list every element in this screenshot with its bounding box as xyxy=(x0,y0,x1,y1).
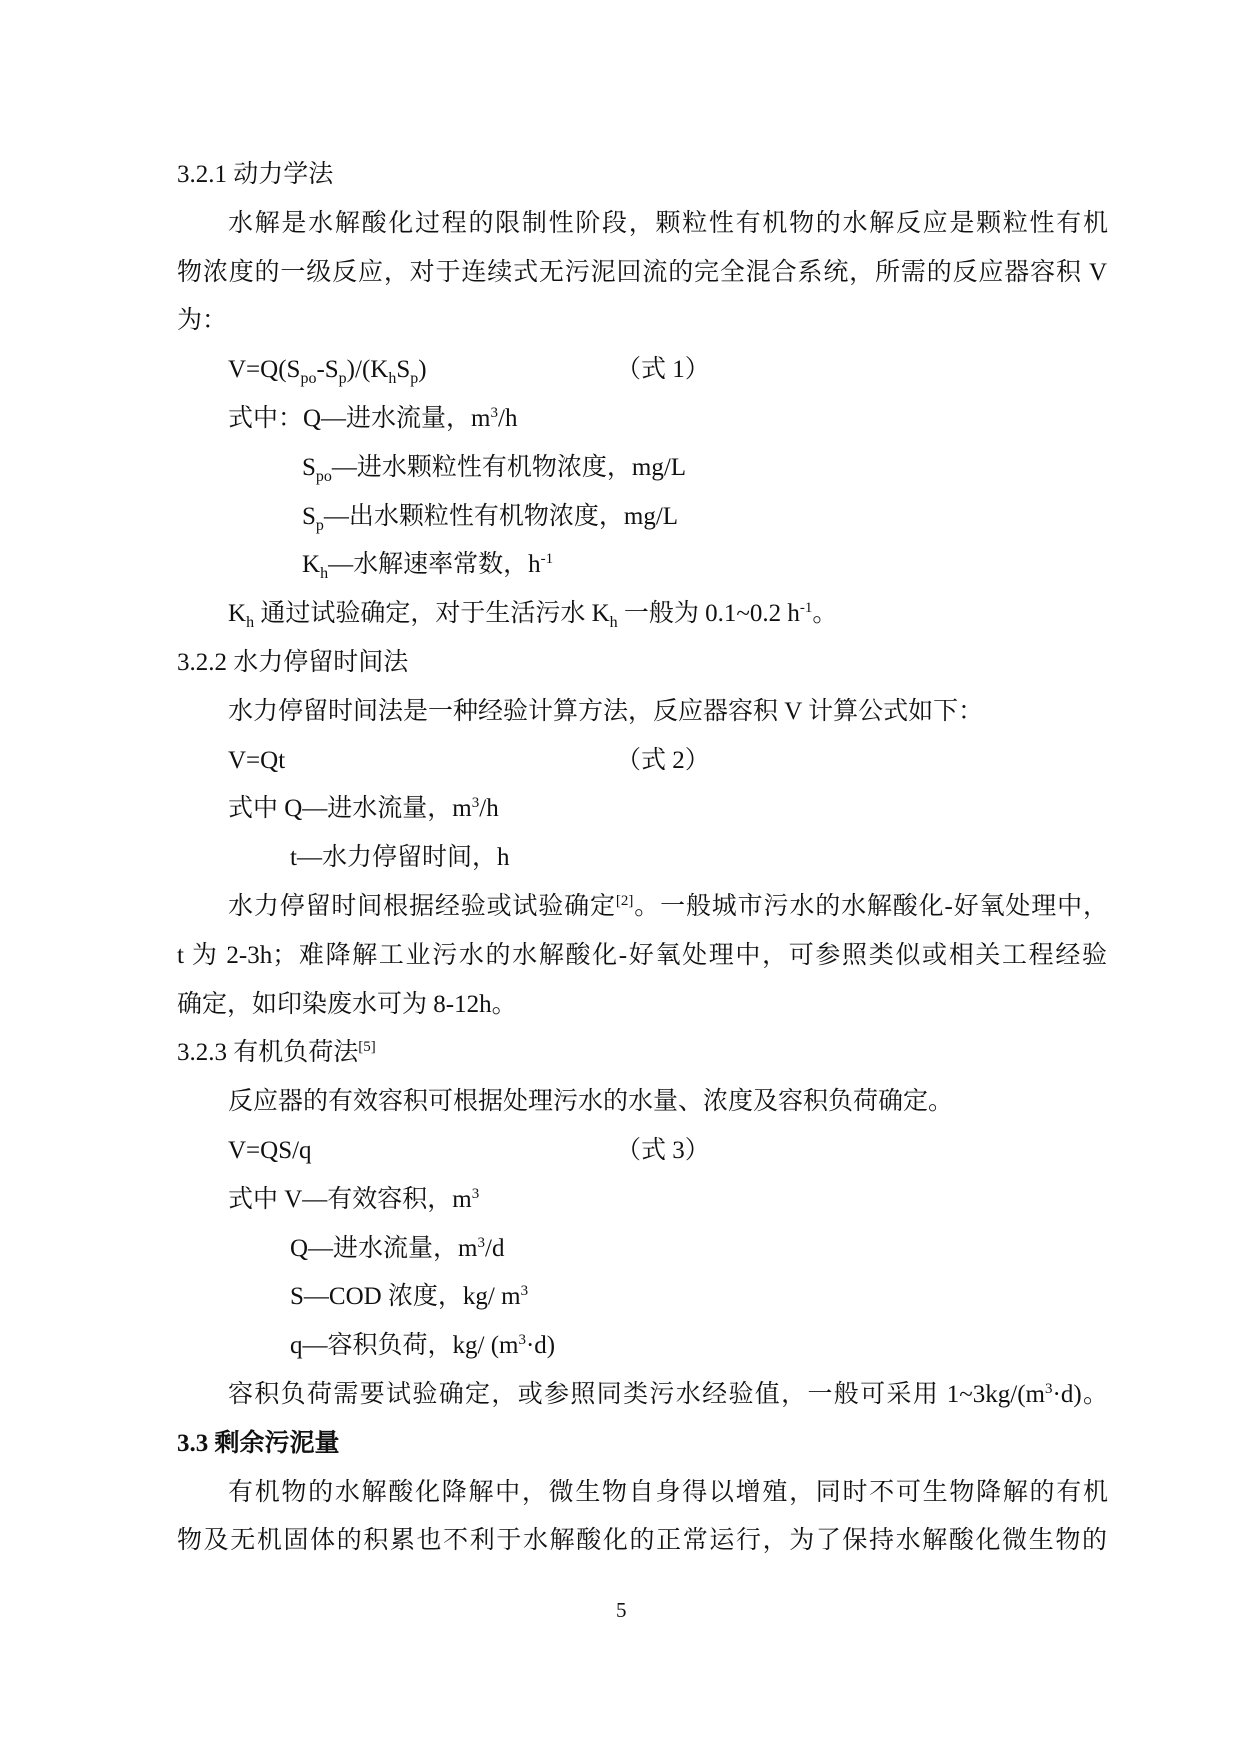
subscript: p xyxy=(338,370,347,388)
text-run: V=Q(S xyxy=(228,356,301,384)
text-run: 通过试验确定，对于生活污水 K xyxy=(254,600,610,628)
text-run: S xyxy=(396,356,411,384)
section-heading xyxy=(177,160,333,190)
text-run: —水解速率常数，h xyxy=(328,551,541,579)
text-run: -S xyxy=(316,356,339,384)
superscript: 3 xyxy=(490,405,499,421)
superscript: 3 xyxy=(471,795,480,812)
paragraph-line xyxy=(228,1380,1108,1410)
formula-number: （式 1） xyxy=(616,356,710,384)
subscript: h xyxy=(388,370,397,388)
text-run: S xyxy=(302,502,316,530)
variable-definition xyxy=(290,1282,528,1312)
subscript: h xyxy=(320,565,329,583)
subscript: p xyxy=(410,370,419,388)
text-run: V=Qt xyxy=(228,746,286,774)
subscript: h xyxy=(609,614,618,632)
text-run: 3.2.3 有机负荷法 xyxy=(177,1039,359,1067)
subscript: po xyxy=(300,370,317,388)
variable-definition xyxy=(228,404,517,434)
paragraph-line xyxy=(228,599,838,632)
section-heading xyxy=(177,1429,340,1459)
text-run: 3.2.2 水力停留时间法 xyxy=(177,649,409,676)
text-run: Q—进水流量，m xyxy=(290,1234,478,1262)
superscript: [2] xyxy=(615,893,634,909)
variable-definition xyxy=(290,1331,555,1361)
superscript: -1 xyxy=(799,600,813,617)
superscript: 3 xyxy=(518,1332,526,1349)
variable-definition xyxy=(302,550,554,583)
text-run: V=QS/q xyxy=(228,1137,312,1164)
text-run: 物浓度的一级反应，对于连续式无污泥回流的完全混合系统，所需的反应器容积 V xyxy=(177,258,1107,286)
formula-line xyxy=(228,1136,1068,1166)
text-run: /d xyxy=(485,1234,505,1262)
text-run: 。 xyxy=(812,600,838,628)
variable-definition xyxy=(228,1185,479,1215)
text-run: 式中 V—有效容积，m xyxy=(228,1185,472,1213)
text-run: 有机物的水解酸化降解中，微生物自身得以增殖，同时不可生物降解的有机 xyxy=(228,1478,1108,1506)
superscript: 3 xyxy=(477,1234,486,1251)
text-run: —进水颗粒性有机物浓度，mg/L xyxy=(331,453,687,481)
superscript: 3 xyxy=(1045,1381,1053,1397)
section-heading xyxy=(177,648,408,678)
subscript: h xyxy=(246,614,255,632)
variable-definition xyxy=(302,453,686,483)
paragraph-line xyxy=(228,697,983,727)
text-run: /h xyxy=(498,405,518,432)
text-run: 式中 Q—进水流量，m xyxy=(228,795,472,823)
variable-definition xyxy=(290,843,509,873)
text-run: 水解是水解酸化过程的限制性阶段，颗粒性有机物的水解反应是颗粒性有机 xyxy=(228,209,1108,237)
formula-number: （式 3） xyxy=(616,1137,710,1164)
text-run: 为： xyxy=(177,307,228,335)
formula-line xyxy=(228,746,1068,776)
text-run: 反应器的有效容积可根据处理污水的水量、浓度及容积负荷确定。 xyxy=(228,1088,954,1116)
superscript: [5] xyxy=(358,1039,376,1056)
subscript: p xyxy=(315,516,324,534)
paragraph-line xyxy=(228,1478,1108,1508)
text-run: t—水力停留时间，h xyxy=(290,844,510,872)
formula-line xyxy=(228,355,1068,388)
text-run: ·d)。 xyxy=(1052,1381,1108,1408)
superscript: 3 xyxy=(471,1185,480,1202)
text-run: 3.2.1 动力学法 xyxy=(177,161,334,188)
paragraph-line xyxy=(228,209,1108,239)
paragraph-line xyxy=(177,941,1107,971)
text-run: S—COD 浓度，kg/ m xyxy=(290,1283,521,1311)
text-run: ·d) xyxy=(525,1332,556,1360)
variable-definition xyxy=(228,794,499,824)
text-run: ) xyxy=(418,356,427,384)
variable-definition xyxy=(302,502,678,532)
text-run: 水力停留时间法是一种经验计算方法，反应器容积 V 计算公式如下： xyxy=(228,697,984,725)
text-run: )/(K xyxy=(346,356,389,384)
paragraph-line xyxy=(228,1087,953,1117)
formula-number: （式 2） xyxy=(616,746,710,774)
section-heading xyxy=(177,1038,376,1068)
paragraph-line xyxy=(177,1526,1107,1556)
text-run: 容积负荷需要试验确定，或参照同类污水经验值，一般可采用 1~3kg/(m xyxy=(228,1381,1045,1408)
text-run: 水力停留时间根据经验或试验确定 xyxy=(228,893,616,920)
subscript: po xyxy=(315,467,332,485)
text-run: 确定，如印染废水可为 8-12h。 xyxy=(177,990,517,1018)
text-run: /h xyxy=(479,795,499,823)
text-run: S xyxy=(302,453,316,481)
paragraph-line xyxy=(177,258,1107,288)
text-run: 一般为 0.1~0.2 h xyxy=(617,600,800,628)
paragraph-line xyxy=(228,892,1108,922)
variable-definition xyxy=(290,1234,504,1264)
paragraph-line xyxy=(177,990,517,1020)
text-run: 物及无机固体的积累也不利于水解酸化的正常运行，为了保持水解酸化微生物的 xyxy=(177,1527,1107,1555)
text-run: K xyxy=(228,600,247,628)
text-run: 。一般城市污水的水解酸化-好氧处理中， xyxy=(633,893,1108,920)
text-run: —出水颗粒性有机物浓度，mg/L xyxy=(323,502,679,530)
text-run: 式中：Q—进水流量，m xyxy=(228,405,491,432)
paragraph-line xyxy=(177,306,227,336)
text-run: t 为 2-3h；难降解工业污水的水解酸化-好氧处理中，可参照类似或相关工程经验 xyxy=(177,941,1107,969)
superscript: 3 xyxy=(520,1283,529,1300)
text-run: 3.3 剩余污泥量 xyxy=(177,1429,340,1457)
text-run: K xyxy=(302,551,321,579)
page-number: 5 xyxy=(616,1598,627,1622)
text-run: q—容积负荷，kg/ (m xyxy=(290,1332,519,1360)
superscript: -1 xyxy=(540,551,554,568)
